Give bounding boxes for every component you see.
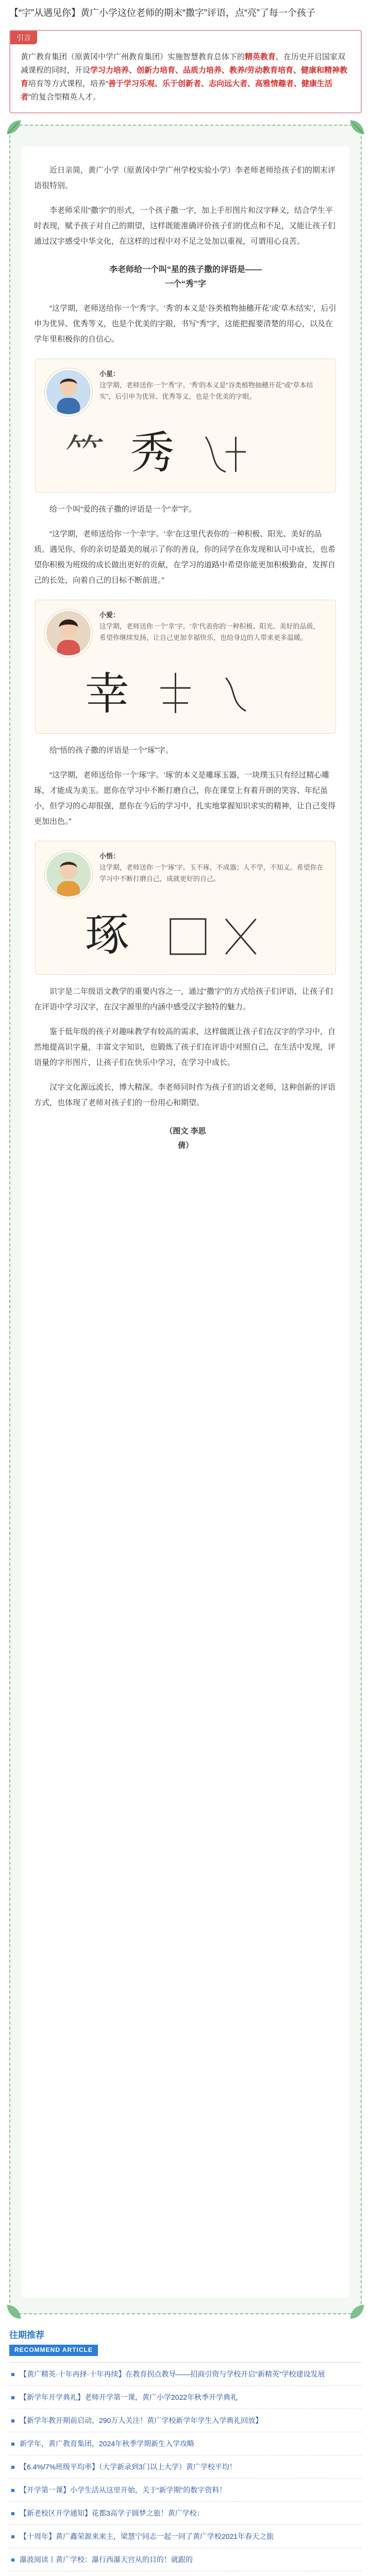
bullet-icon: [11, 2396, 14, 2399]
comment-card: [35, 359, 336, 493]
author-line: （图文 李思: [165, 1127, 206, 1136]
section-heading-line: 一个“秀”字: [164, 280, 206, 289]
paragraph: 鉴于低年级的孩子对趣味教学有较高的需求，这样做既让孩子们在汉字的学习中，自然地提高识字量，丰富文字知识，也锻炼了孩子们在评语中对照自己，在生活中发现，评语量的字形图片，让孩子们在快乐中学习，在学习中成长。: [34, 1027, 336, 1067]
article-frame: [9, 125, 362, 2314]
recommend-item[interactable]: [9, 2548, 362, 2571]
intro-highlight-1: 精英教育: [245, 53, 276, 61]
recommend-link[interactable]: 新学年，黄广教育集团，2024年秋季学期新生入学攻略: [20, 2439, 195, 2448]
recommend-item[interactable]: [9, 2479, 362, 2502]
svg-text:⺮: ⺮: [65, 430, 106, 477]
recommend-link[interactable]: 【新学年开学典礼】老师开学第一课，黄广小学2022年秋季开学典礼: [20, 2393, 238, 2401]
comment-card: [35, 841, 336, 975]
svg-text:琢: 琢: [85, 909, 129, 961]
student-name: 小爱：: [99, 611, 120, 619]
recommend-item[interactable]: [9, 2432, 362, 2455]
paragraph: 汉字文化源远流长，博大精深。李老师同时作为孩子们的语文老师，这种创新的评语方式，也体现了老师对孩子们的一份用心和期望。: [34, 1083, 336, 1107]
intro-text-d: ”的复合型精英人才。: [28, 93, 101, 101]
recommend-item[interactable]: [9, 2386, 362, 2409]
svg-text:幸: 幸: [85, 668, 129, 720]
comment-text-block: [99, 851, 326, 885]
avatar: [45, 851, 92, 898]
paragraph: “这学期，老师送给你一个‘幸’字。‘幸’在这里代表你的一种积极、阳光、美好的品质。遇见你，你的亲切是最美的展示了你的善良，你的同学在你发现和认可中成长，也希望你积极为班级的成长做出更好的贡献，在学习的道路中希望你能更加积极勤奋，发挥自己的长处，向着自己的目标不断前进。”: [34, 530, 336, 585]
paragraph: 近日亲简，黄广小学（原黄冈中学广州学校实验小学）李老师老师给孩子们的期末评语很特别。: [34, 166, 336, 190]
paragraph: “这学期，老师送给你一个‘秀’字。‘秀’的本义是‘谷类植物抽穗开花’或‘草木结实’，后引申为优异、优秀等义，也是个优美的字眼，书写“秀”字，这能把握要清楚的用心，以及在学年里积极你的自信心。: [34, 304, 336, 344]
student-name: 小悟：: [99, 852, 120, 860]
intro-box: [9, 30, 362, 113]
paragraph: 给“悟的孩子撒的评语是一个“琢”字。: [49, 746, 173, 755]
bullet-icon: [11, 2535, 14, 2538]
bullet-icon: [11, 2373, 14, 2376]
section-heading-line: 李老师给一个叫“星的孩子撒的评语是——: [109, 265, 262, 274]
intro-text-c: 培育等方式课程，培养“: [28, 79, 109, 88]
paragraph: 给一个叫“爱的孩子撒的评语是一个“幸”字。: [49, 505, 196, 514]
comment-text: 这学期，老师送你一个‘幸’字。‘幸’代表你的一种积极、阳光、美好的品质，希望你继续发扬，让自己更加幸福快乐，也给身边的人带来更多温暖。: [99, 622, 320, 641]
recommend-item[interactable]: [9, 2571, 362, 2576]
author-line: 倩）: [177, 1141, 193, 1150]
recommend-link[interactable]: 【开学第一课】小学生活从这里开始，关于“新学期”的数字资料！: [20, 2486, 227, 2494]
comment-text-block: [99, 609, 326, 643]
leaf-icon: [5, 118, 23, 136]
intro-text-b: ，在历史开启国家双减课程的同时，开设: [21, 53, 346, 75]
recommend-link[interactable]: 【十周年】黄广鑫荣源来来主，梁慧宁同志一起一同了黄广学校2021年春天之旅: [20, 2532, 274, 2540]
leaf-icon: [348, 118, 366, 136]
recommend-link[interactable]: 【新学年教开期前启动，290万人关注！黄广学校新学年学生入学典礼回放】: [20, 2416, 263, 2425]
comment-text: 这学期，老师送你一个‘秀’字。‘秀’的本义是“谷类植物抽穗开花”或“草本结实”，后引申为优异、优秀等义，也是个优美的字眼。: [99, 381, 313, 400]
comment-text-block: [99, 368, 326, 402]
recommend-item[interactable]: [9, 2455, 362, 2479]
character-illustration: [45, 903, 326, 965]
recommend-section: [9, 2328, 362, 2576]
intro-text: [10, 44, 361, 112]
paragraph: “这学期，老师送给你一个‘琢’字。‘琢’的本义是雕琢玉器，一块璞玉只有经过精心雕琢，才能成为美玉。愿你在学习中不断打磨自己，你在课堂上有着开朗的笑容、年纪虽小，但学习的心却很强，愿你在今后的学习中，扎实地掌握知识求实的精神，让自己变得更加出色。”: [34, 771, 336, 826]
character-illustration: [45, 662, 326, 724]
bullet-icon: [11, 2489, 14, 2492]
article-body: [22, 146, 349, 2298]
bullet-icon: [11, 2466, 14, 2469]
bullet-icon: [11, 2558, 14, 2562]
comment-text: 这学期，老师送你一个‘琢’字。玉不琢，不成器；人不学，不知义。希望你在学习中不断打磨自己，成就更好的自己。: [99, 863, 324, 883]
avatar: [45, 609, 92, 657]
recommend-item[interactable]: [9, 2525, 362, 2548]
recommend-title: 往期推荐: [9, 2330, 44, 2340]
recommend-link[interactable]: 【6.4%/7%班级平均率】（大学新录到3门以上大学）黄广学校平均！: [20, 2463, 237, 2471]
article-title: 【“字”从遇见你】黄广小学这位老师的期末“撒字”评语，点“亮”了每一个孩子: [9, 8, 315, 18]
bullet-icon: [11, 2419, 14, 2422]
bullet-icon: [11, 2443, 14, 2446]
intro-tag: 引言: [10, 31, 37, 44]
recommend-link[interactable]: 瀑波阅读丨黄广学校：瀑行西瀑天宫从的目的！就跟的: [20, 2555, 193, 2564]
recommend-subtitle: RECOMMEND ARTICLE: [9, 2345, 98, 2356]
leaf-icon: [5, 2303, 23, 2320]
section-heading: [22, 263, 349, 292]
recommend-item[interactable]: [9, 2363, 362, 2386]
svg-text:秀: 秀: [130, 427, 175, 479]
paragraph: 识字是二年级语文教学的重要内容之一，通过“撒字”的方式给孩子们评语，让孩子们在评语中学习汉字，在汉字源里的内涵中感受汉字独特的魅力。: [34, 987, 333, 1011]
avatar: [45, 368, 92, 416]
recommend-item[interactable]: [9, 2502, 362, 2525]
recommend-item[interactable]: [9, 2409, 362, 2432]
character-illustration: [45, 421, 326, 483]
paragraph: 李老师采用“撒字”的形式，一个孩子撒一字，加上手形图片和汉字释义，结合学生平时表现，赋予孩子对自己的期望，这样既能准确评价孩子们的优点和不足，又能让孩子们通过汉字感受中华文化，在这样的过程中对不足之处加以重视，可谓用心良苦。: [34, 206, 336, 246]
bullet-icon: [11, 2512, 14, 2515]
student-name: 小星：: [99, 370, 120, 378]
author-signature: [22, 1124, 349, 1153]
leaf-icon: [348, 2303, 366, 2320]
intro-highlight-2: 学习力培养、创新力培育、品质力培养、教养/劳动教育培育、健康和精神教育: [21, 66, 348, 88]
intro-text-a: 黄广教育集团（原黄冈中学广州教育集团）实施智慧教育总体下的: [21, 53, 245, 61]
recommend-link[interactable]: 【新老校区开学通知】花都3高学子圆梦之旅！黄广学校：: [20, 2509, 204, 2517]
comment-card: [35, 600, 336, 734]
intro-highlight-3: 善于学习乐观、乐于创新者、志向远大者、高雅情趣者、健康生活者: [21, 79, 333, 101]
recommend-list: [9, 2362, 362, 2576]
recommend-link[interactable]: 【黄广精英·十年再择·十年再续】在教育拐点教导——招商引资与学校开启“新精英”学校建设发展: [20, 2370, 325, 2378]
